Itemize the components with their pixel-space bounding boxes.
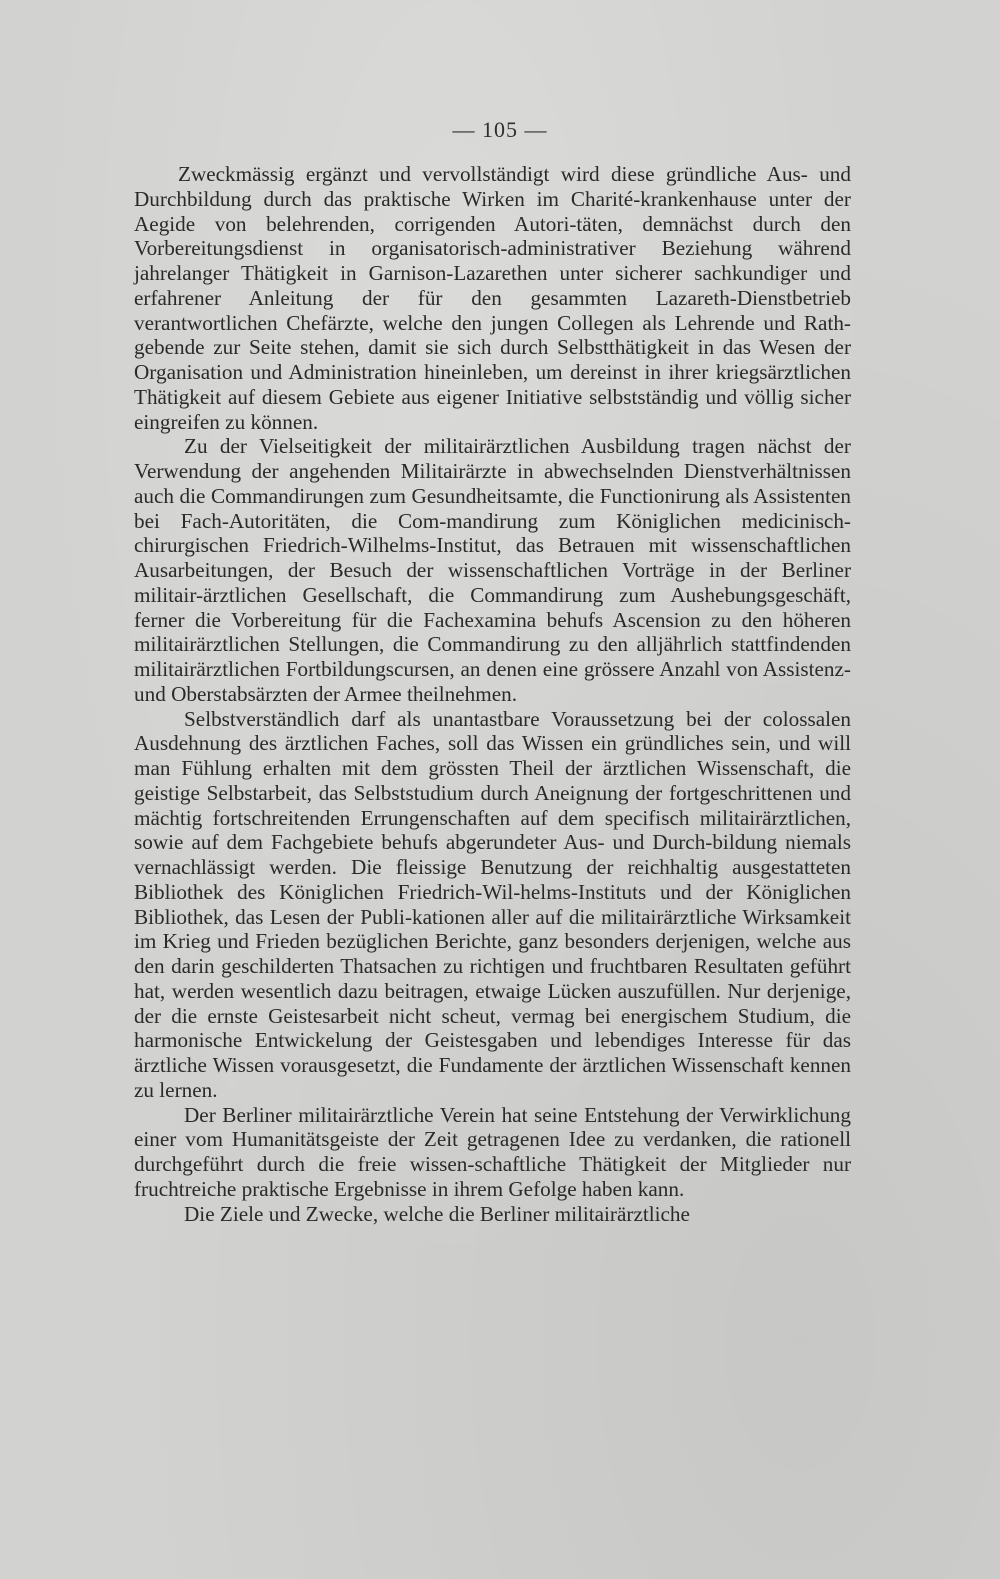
paragraph-2: Zu der Vielseitigkeit der militairärztlichen Ausbildung tragen nächst der Verwendung der angehenden Militairärzte in abwechselnden Dienstverhältnissen auch die Commandirungen zum Gesundheitsamte, die Functionirung als Assistenten bei Fach-Autoritäten, die Com-mandirung zum Königlichen medicinisch-chirurgischen Friedrich-Wilhelms-Institut, das Betrauen mit wissenschaftlichen Ausarbeitungen, der Besuch der wissenschaftlichen Vorträge in der Berliner militair-ärztlichen Gesellschaft, die Commandirung zum Aushebungsgeschäft, ferner die Vorbereitung für die Fachexamina behufs Ascension zu den höheren militairärztlichen Stellungen, die Commandirung zu den alljährlich stattfindenden militairärztlichen Fortbildungscursen, an denen eine grössere Anzahl von Assistenz- und Oberstabsärzten der Armee theilnehmen. [134,434,851,706]
paragraph-4: Der Berliner militairärztliche Verein hat seine Entstehung der Verwirklichung einer vom Humanitätsgeiste der Zeit getragenen Idee zu verdanken, die rationell durchgeführt durch die freie wissen-schaftliche Thätigkeit der Mitglieder nur fruchtreiche praktische Ergebnisse in ihrem Gefolge haben kann. [134,1102,851,1201]
paragraph-1: Zweckmässig ergänzt und vervollständigt wird diese gründliche Aus- und Durchbildung durch das praktische Wirken im Charité-krankenhause unter der Aegide von belehrenden, corrigenden Autori-täten, demnächst durch den Vorbereitungsdienst in organisatorisch-administrativer Beziehung während jahrelanger Thätigkeit in Garnison-Lazarethen unter sicherer sachkundiger und erfahrener Anleitung der für den gesammten Lazareth-Dienstbetrieb verantwortlichen Chefärzte, welche den jungen Collegen als Lehrende und Rath-gebende zur Seite stehen, damit sie sich durch Selbstthätigkeit in das Wesen der Organisation und Administration hineinleben, um dereinst in ihrer kriegsärztlichen Thätigkeit auf diesem Gebiete aus eigener Initiative selbstständig und völlig sicher eingreifen zu können. [134,162,851,434]
paragraph-5: Die Ziele und Zwecke, welche die Berliner militairärztliche [184,1201,690,1226]
page-number-header: — 105 — [452,117,548,142]
body-text [134,162,851,1226]
paragraph-3: Selbstverständlich darf als unantastbare Voraussetzung bei der colossalen Ausdehnung des ärztlichen Faches, soll das Wissen ein gründliches sein, und will man Fühlung erhalten mit dem grössten Theil der ärztlichen Wissenschaft, die geistige Selbstarbeit, das Selbststudium durch Aneignung der fortgeschrittenen und mächtig fortschreitenden Errungenschaften auf dem specifisch militairärztlichen, sowie auf dem Fachgebiete behufs abgerundeter Aus- und Durch-bildung niemals vernachlässigt werden. Die fleissige Benutzung der reichhaltig ausgestatteten Bibliothek des Königlichen Friedrich-Wil-helms-Instituts und der Königlichen Bibliothek, das Lesen der Publi-kationen aller auf die militairärztliche Wirksamkeit im Krieg und Frieden bezüglichen Berichte, ganz besonders derjenigen, welche aus den darin geschilderten Thatsachen zu richtigen und fruchtbaren Resultaten geführt hat, werden wesentlich dazu beitragen, etwaige Lücken auszufüllen. Nur derjenige, der die ernste Geistesarbeit nicht scheut, vermag bei energischem Studium, die harmonische Entwickelung der Geistesgaben und lebendiges Interesse für das ärztliche Wissen vorausgesetzt, die Fundamente der ärztlichen Wissenschaft kennen zu lernen. [134,706,851,1102]
